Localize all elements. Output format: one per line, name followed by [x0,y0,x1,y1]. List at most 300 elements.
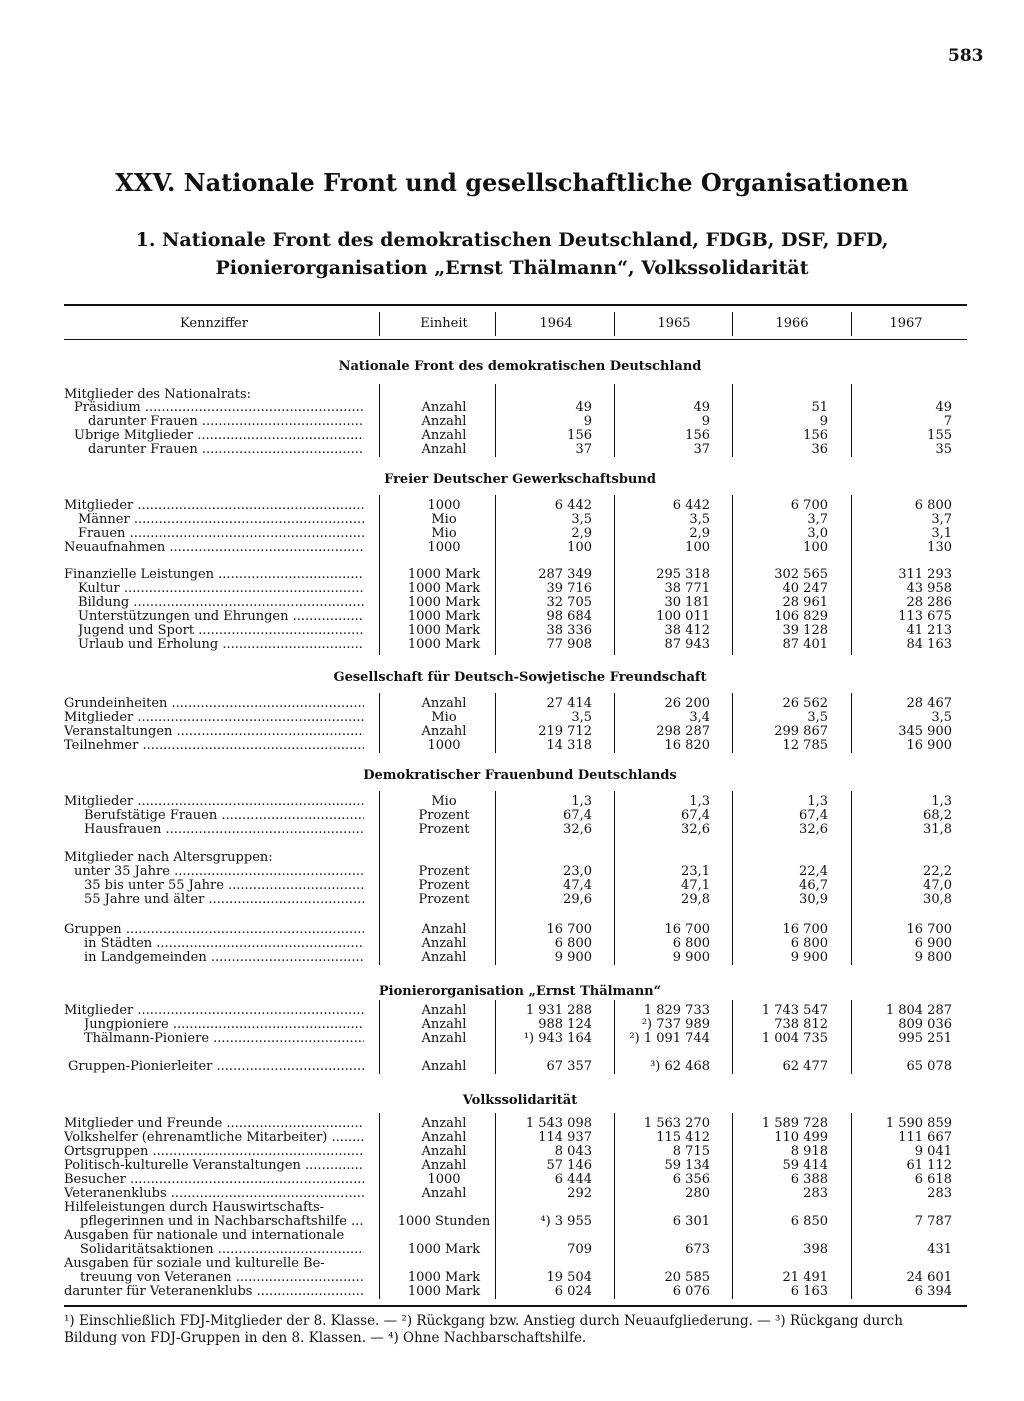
value-cell: 3,0 [807,526,828,541]
table-row [0,865,1024,879]
table-row [0,499,1024,513]
row-unit: 1000 [427,1172,461,1187]
value-cell: 28 961 [782,595,828,610]
page-title: XXV. Nationale Front und gesellschaftliche Organisationen [115,168,909,197]
value-cell: 995 251 [898,1031,952,1046]
value-cell: 16 900 [906,738,952,753]
value-cell: 156 [685,428,710,443]
value-cell: 809 036 [898,1017,952,1032]
value-cell: 28 286 [906,595,952,610]
value-cell: 3,7 [931,512,952,527]
row-unit: Mio [431,794,457,809]
row-label: Jungpioniere ..... [84,1018,364,1032]
table-row [0,1060,1024,1074]
table-row [0,1159,1024,1173]
row-label: Unterstützungen und Ehrungen ..... [78,610,364,624]
value-cell: 302 565 [774,567,828,582]
table-row [0,697,1024,711]
column-header-einheit: Einheit [420,316,468,331]
value-cell: 110 499 [774,1130,828,1145]
header-divider [495,312,496,336]
value-cell: 988 124 [538,1017,592,1032]
row-unit: Anzahl [421,1031,467,1046]
header-divider [614,312,615,336]
value-cell: 2,9 [689,526,710,541]
row-unit: 1000 Mark [407,1242,481,1257]
value-cell: 87 943 [664,637,710,652]
row-label: Präsidium ..... [74,401,364,415]
table-row [0,725,1024,739]
value-cell: 3,5 [689,512,710,527]
row-label: darunter für Veteranenklubs ..... [64,1285,364,1299]
value-cell: 16 700 [906,922,952,937]
row-unit: Mio [431,512,457,527]
row-label: Frauen ..... [78,527,364,541]
value-cell: 1 804 287 [885,1003,952,1018]
row-label: darunter Frauen ..... [88,415,364,429]
row-unit: 1000 [427,738,461,753]
row-unit: 1000 Mark [407,1270,481,1285]
value-cell: 65 078 [906,1059,952,1074]
row-unit: Prozent [418,808,470,823]
header-divider [379,312,380,336]
row-unit: Anzahl [421,1144,467,1159]
table-row [0,951,1024,965]
value-cell: 1 589 728 [761,1116,828,1131]
section-title: Nationale Front des demokratischen Deutschland [338,359,702,374]
value-cell: 30,8 [923,892,952,907]
value-cell: 6 394 [914,1284,952,1299]
table-row [0,638,1024,652]
column-header-1967: 1967 [889,316,923,331]
row-label: in Städten ..... [84,937,364,951]
row-label: Veranstaltungen ..... [64,725,364,739]
row-label: Ausgaben für soziale und kulturelle Be- [64,1257,325,1271]
row-unit: Prozent [418,892,470,907]
value-cell: 100 [685,540,710,555]
row-unit: Anzahl [421,936,467,951]
table-row [0,541,1024,555]
value-cell: 287 349 [538,567,592,582]
table-row [0,1215,1024,1229]
column-header-1964: 1964 [539,316,573,331]
value-cell: 32 705 [546,595,592,610]
table-row [0,1271,1024,1285]
value-cell: 9 [819,414,828,429]
value-cell: 67 357 [546,1059,592,1074]
row-unit: Anzahl [421,1186,467,1201]
header-divider [732,312,733,336]
row-unit: Anzahl [421,1003,467,1018]
value-cell: 3,5 [807,710,828,725]
value-cell: 40 247 [782,581,828,596]
table-row [0,1201,1024,1215]
value-cell: 3,1 [931,526,952,541]
value-cell: 1 004 735 [761,1031,828,1046]
value-cell: 9 [583,414,592,429]
value-cell: 84 163 [906,637,952,652]
value-cell: 21 491 [782,1270,828,1285]
value-cell: 1 829 733 [643,1003,710,1018]
row-unit: Anzahl [421,950,467,965]
value-cell: 38 412 [664,623,710,638]
table-row [0,1145,1024,1159]
value-cell: 31,8 [923,822,952,837]
value-cell: 8 043 [554,1144,592,1159]
value-cell: 9 900 [672,950,710,965]
footnotes [64,1313,984,1347]
value-cell: 41 213 [906,623,952,638]
row-label: Mitglieder nach Altersgruppen: [64,851,273,865]
value-cell: 28 467 [906,696,952,711]
row-unit: Anzahl [421,400,467,415]
table-bottom-rule [64,1305,967,1307]
table-row [0,610,1024,624]
row-label: Neuaufnahmen ..... [64,541,364,555]
value-cell: 9 [701,414,710,429]
row-label: Mitglieder ..... [64,711,364,725]
value-cell: 32,6 [681,822,710,837]
row-unit: Prozent [418,822,470,837]
row-unit: Anzahl [421,442,467,457]
value-cell: 2,9 [571,526,592,541]
table-row [0,809,1024,823]
value-cell: 68,2 [923,808,952,823]
value-cell: 67,4 [681,808,710,823]
table-row [0,795,1024,809]
row-label: Mitglieder ..... [64,499,364,513]
row-unit: 1000 Stunden [397,1214,491,1229]
table-row [0,596,1024,610]
value-cell: 1,3 [931,794,952,809]
value-cell: 51 [811,400,828,415]
row-label: Männer ..... [78,513,364,527]
row-label: Grundeinheiten ..... [64,697,364,711]
value-cell: 1 931 288 [525,1003,592,1018]
row-label: Mitglieder und Freunde ..... [64,1117,364,1131]
table-row [0,582,1024,596]
row-label: Übrige Mitglieder ..... [74,429,364,443]
row-unit: Anzahl [421,724,467,739]
row-label: Ausgaben für nationale und internationale [64,1229,345,1243]
value-cell: 22,2 [923,864,952,879]
value-cell: 59 414 [782,1158,828,1173]
value-cell: 46,7 [799,878,828,893]
table-row [0,443,1024,457]
row-unit: 1000 Mark [407,567,481,582]
row-label: in Landgemeinden ..... [84,951,364,965]
value-cell: 130 [927,540,952,555]
table-row [0,1018,1024,1032]
value-cell: 106 829 [774,609,828,624]
value-cell: 16 700 [664,922,710,937]
value-cell: 1 563 270 [643,1116,710,1131]
value-cell: 6 800 [554,936,592,951]
value-cell: 7 [943,414,952,429]
value-cell: 35 [935,442,952,457]
row-label: Gruppen ..... [64,923,364,937]
value-cell: 61 112 [906,1158,952,1173]
row-label: pflegerinnen und in Nachbarschaftshilfe ..... [80,1215,364,1229]
value-cell: 1 543 098 [525,1116,592,1131]
value-cell: 709 [567,1242,592,1257]
value-cell: ³) 62 468 [650,1059,710,1074]
table-row [0,1032,1024,1046]
row-unit: 1000 Mark [407,623,481,638]
row-label: Besucher ..... [64,1173,364,1187]
table-row [0,923,1024,937]
page-number: 583 [948,46,984,66]
value-cell: 311 293 [898,567,952,582]
value-cell: 111 667 [898,1130,952,1145]
row-label: unter 35 Jahre ..... [74,865,364,879]
table-row [0,401,1024,415]
column-header-1965: 1965 [657,316,691,331]
value-cell: 16 700 [782,922,828,937]
table-row [0,429,1024,443]
value-cell: 6 301 [672,1214,710,1229]
table-row [0,1243,1024,1257]
value-cell: 6 388 [790,1172,828,1187]
row-unit: Anzahl [421,1130,467,1145]
table-row [0,711,1024,725]
section-title: Pionierorganisation „Ernst Thälmann“ [378,984,662,999]
value-cell: 9 900 [790,950,828,965]
value-cell: 23,0 [563,864,592,879]
value-cell: 16 700 [546,922,592,937]
value-cell: 6 800 [790,936,828,951]
value-cell: 292 [567,1186,592,1201]
value-cell: 6 850 [790,1214,828,1229]
row-unit: 1000 Mark [407,609,481,624]
value-cell: 14 318 [546,738,592,753]
value-cell: 6 444 [554,1172,592,1187]
value-cell: 32,6 [563,822,592,837]
value-cell: 100 011 [656,609,710,624]
value-cell: 3,7 [807,512,828,527]
value-cell: 8 918 [790,1144,828,1159]
value-cell: 398 [803,1242,828,1257]
value-cell: 47,0 [923,878,952,893]
value-cell: 155 [927,428,952,443]
row-label: Politisch-kulturelle Veranstaltungen ..... [64,1159,364,1173]
value-cell: 283 [803,1186,828,1201]
row-unit: 1000 Mark [407,581,481,596]
table-row [0,823,1024,837]
value-cell: 67,4 [563,808,592,823]
value-cell: 19 504 [546,1270,592,1285]
value-cell: 49 [575,400,592,415]
table-row [0,527,1024,541]
value-cell: 6 618 [914,1172,952,1187]
table-row [0,568,1024,582]
value-cell: ²) 737 989 [641,1017,710,1032]
value-cell: 77 908 [546,637,592,652]
table-row [0,937,1024,951]
value-cell: 6 024 [554,1284,592,1299]
row-label: Thälmann-Pioniere ..... [84,1032,364,1046]
table-header-rule [64,339,967,340]
value-cell: 47,4 [563,878,592,893]
row-label: Ortsgruppen ..... [64,1145,364,1159]
table-row [0,1187,1024,1201]
row-label: Mitglieder ..... [64,1004,364,1018]
value-cell: 38 771 [664,581,710,596]
value-cell: 115 412 [656,1130,710,1145]
section-title: Gesellschaft für Deutsch-Sowjetische Freundschaft [333,670,707,685]
table-row [0,1117,1024,1131]
value-cell: 283 [927,1186,952,1201]
table-row [0,1285,1024,1299]
row-unit: Anzahl [421,1017,467,1032]
value-cell: 26 562 [782,696,828,711]
value-cell: 39 716 [546,581,592,596]
value-cell: 100 [567,540,592,555]
value-cell: 9 900 [554,950,592,965]
value-cell: 62 477 [782,1059,828,1074]
row-label: Teilnehmer ..... [64,739,364,753]
value-cell: 100 [803,540,828,555]
table-top-rule [64,304,967,306]
row-unit: Anzahl [421,414,467,429]
value-cell: 9 041 [914,1144,952,1159]
row-label: 35 bis unter 55 Jahre ..... [84,879,364,893]
table-row [0,1004,1024,1018]
value-cell: 59 134 [664,1158,710,1173]
row-label: Jugend und Sport ..... [78,624,364,638]
value-cell: 43 958 [906,581,952,596]
value-cell: 431 [927,1242,952,1257]
value-cell: 7 787 [914,1214,952,1229]
row-label: Urlaub und Erholung ..... [78,638,364,652]
value-cell: 3,5 [571,512,592,527]
table-row [0,1257,1024,1271]
value-cell: 156 [803,428,828,443]
row-label: darunter Frauen ..... [88,443,364,457]
table-row [0,388,1024,402]
value-cell: 1 590 859 [885,1116,952,1131]
row-label: 55 Jahre und älter ..... [84,893,364,907]
value-cell: 299 867 [774,724,828,739]
value-cell: 1,3 [807,794,828,809]
value-cell: 98 684 [546,609,592,624]
value-cell: 6 442 [672,498,710,513]
section-title: Freier Deutscher Gewerkschaftsbund [384,472,656,487]
row-label: Bildung ..... [78,596,364,610]
value-cell: 8 715 [672,1144,710,1159]
footnote-line-1: ¹) Einschließlich FDJ-Mitglieder der 8. Klasse. — ²) Rückgang bzw. Anstieg durch Neuaufgliederung. — ³) Rückgang durch [64,1313,903,1329]
value-cell: 12 785 [782,738,828,753]
value-cell: 280 [685,1186,710,1201]
table-title-line-1: 1. Nationale Front des demokratischen Deutschland, FDGB, DSF, DFD, [135,229,889,251]
row-label: Solidaritätsaktionen ..... [80,1243,364,1257]
row-label: treuung von Veteranen ..... [80,1271,364,1285]
value-cell: 27 414 [546,696,592,711]
value-cell: 219 712 [538,724,592,739]
row-unit: Anzahl [421,1059,467,1074]
row-unit: Mio [431,710,457,725]
table-row [0,893,1024,907]
value-cell: 57 146 [546,1158,592,1173]
row-unit: 1000 Mark [407,1284,481,1299]
column-header-1966: 1966 [775,316,809,331]
value-cell: 295 318 [656,567,710,582]
table-title-line-2: Pionierorganisation „Ernst Thälmann“, Volkssolidarität [215,257,809,279]
value-cell: 30 181 [664,595,710,610]
value-cell: 6 800 [914,498,952,513]
value-cell: 49 [935,400,952,415]
row-label: Gruppen-Pionierleiter ..... [68,1060,364,1074]
row-unit: Anzahl [421,1158,467,1173]
value-cell: 6 076 [672,1284,710,1299]
row-label: Hausfrauen ..... [84,823,364,837]
value-cell: 37 [693,442,710,457]
value-cell: 30,9 [799,892,828,907]
section-title: Demokratischer Frauenbund Deutschlands [363,768,677,783]
value-cell: 22,4 [799,864,828,879]
row-unit: 1000 [427,498,461,513]
value-cell: 1,3 [571,794,592,809]
column-header-kennziffer: Kennziffer [180,316,248,331]
row-label: Kultur ..... [78,582,364,596]
row-unit: 1000 Mark [407,637,481,652]
value-cell: 36 [811,442,828,457]
value-cell: 26 200 [664,696,710,711]
value-cell: 298 287 [656,724,710,739]
value-cell: 6 800 [672,936,710,951]
value-cell: 1 743 547 [761,1003,828,1018]
value-cell: 113 675 [898,609,952,624]
row-unit: 1000 Mark [407,595,481,610]
table-row [0,1173,1024,1187]
value-cell: 6 700 [790,498,828,513]
table-row [0,739,1024,753]
value-cell: ²) 1 091 744 [629,1031,710,1046]
row-unit: Anzahl [421,696,467,711]
row-unit: Anzahl [421,1116,467,1131]
value-cell: 6 900 [914,936,952,951]
value-cell: 49 [693,400,710,415]
row-unit: Anzahl [421,428,467,443]
table-row [0,851,1024,865]
row-label: Hilfeleistungen durch Hauswirtschafts- [64,1201,325,1215]
value-cell: ⁴) 3 955 [540,1214,592,1229]
value-cell: 47,1 [681,878,710,893]
value-cell: 114 937 [538,1130,592,1145]
value-cell: 1,3 [689,794,710,809]
header-divider [851,312,852,336]
row-label: Berufstätige Frauen ..... [84,809,364,823]
value-cell: 6 163 [790,1284,828,1299]
value-cell: 738 812 [774,1017,828,1032]
value-cell: 87 401 [782,637,828,652]
row-label: Finanzielle Leistungen ..... [64,568,364,582]
value-cell: 24 601 [906,1270,952,1285]
value-cell: 6 442 [554,498,592,513]
row-unit: Mio [431,526,457,541]
value-cell: 37 [575,442,592,457]
value-cell: 29,6 [563,892,592,907]
footnote-line-2: Bildung von FDJ-Gruppen in den 8. Klassen. — ⁴) Ohne Nachbarschaftshilfe. [64,1330,587,1346]
row-unit: Anzahl [421,922,467,937]
value-cell: 67,4 [799,808,828,823]
table-row [0,513,1024,527]
value-cell: 32,6 [799,822,828,837]
row-label: Mitglieder des Nationalrats: [64,388,252,402]
value-cell: 3,5 [931,710,952,725]
value-cell: 345 900 [898,724,952,739]
value-cell: 673 [685,1242,710,1257]
